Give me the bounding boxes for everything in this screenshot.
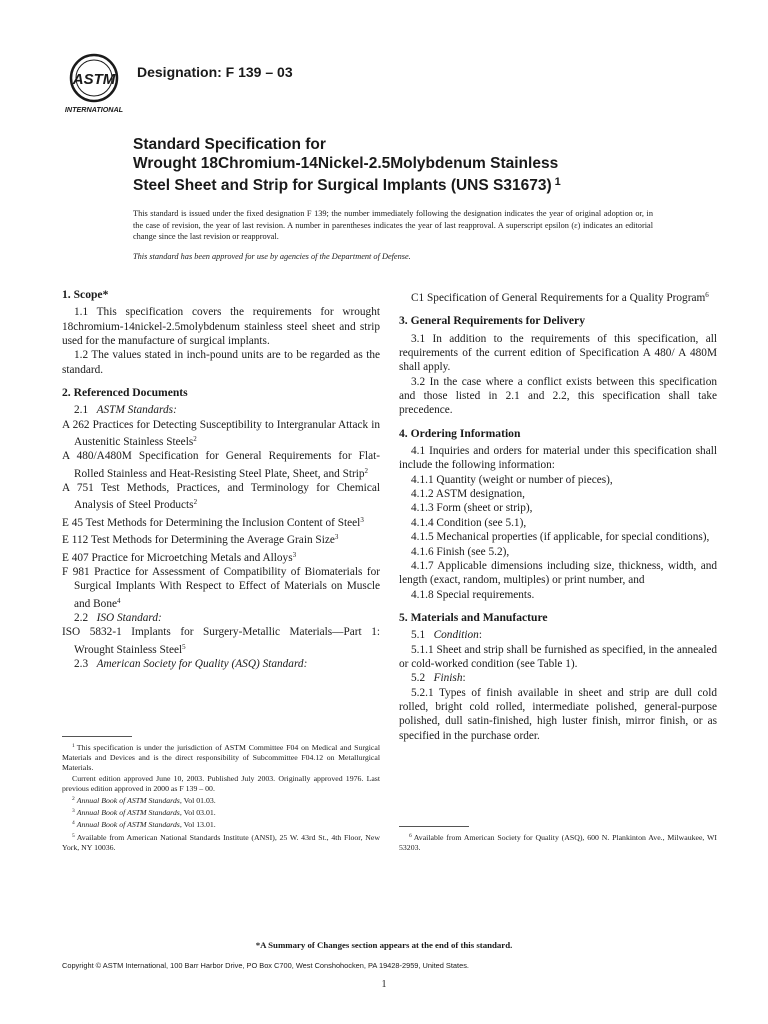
footnote-5-num: 5 [72, 832, 75, 839]
subsection-5-1-label: Condition [433, 629, 479, 642]
footnote-3-text: Annual Book of ASTM Standards [76, 808, 180, 818]
footnotes-right [399, 831, 717, 853]
paragraph-4-1-4: 4.1.4 Condition (see 5.1), [411, 516, 527, 529]
paragraph-4-1-6: 4.1.6 Finish (see 5.2), [411, 545, 510, 558]
ref-iso-text: ISO 5832-1 Implants for Surgery-Metallic Materials—Part 1: Wrought Stainless Steel [62, 626, 380, 656]
footnote-divider-right [399, 826, 469, 827]
ref-a480-text: A 480/A480M Specification for General Requirements for Flat-Rolled Stainless and Heat-Resisting Steel Plate, Sheet, and Strip [62, 450, 380, 480]
section-heading-ordering-information: 4. Ordering Information [399, 426, 521, 440]
ref-c1-text: C1 Specification of General Requirements for a Quality Program [411, 292, 706, 304]
footnote-4-vol: , Vol 13.01. [179, 820, 216, 830]
paragraph-3-1: 3.1 In addition to the requirements of this specification, all requirements of the current edition of Specification A 480/ A 480M shall apply. [399, 332, 717, 374]
paragraph-4-1-1: 4.1.1 Quantity (weight or number of pieces), [411, 473, 613, 486]
paragraph-1-1: 1.1 This specification covers the requirements for wrought 18chromium-14nickel-2.5molybdenum stainless steel sheet and strip used for the manufacture of surgical implants. [62, 306, 380, 348]
footnotes-left [62, 741, 380, 853]
subsection-2-2-num: 2.2 [74, 611, 89, 624]
footnote-2-num: 2 [72, 796, 75, 803]
footnote-3-num: 3 [72, 808, 75, 815]
ref-e112 [62, 530, 380, 547]
ref-e112-fn: 3 [334, 533, 339, 542]
subsection-2-3-label: American Society for Quality (ASQ) Standard: [96, 657, 308, 670]
paragraph-3-2: 3.2 In the case where a conflict exists between this specification and those listed in 2.1 and 2.2, this specification shall take precedence. [399, 375, 717, 417]
title-line-1: Standard Specification for [133, 136, 326, 153]
logo-text: ASTM [72, 71, 116, 88]
footnote-divider-left [62, 736, 132, 737]
footnote-4 [62, 818, 380, 830]
ref-e45-text: E 45 Test Methods for Determining the Inclusion Content of Steel [62, 516, 361, 529]
subsection-2-3 [62, 657, 380, 671]
approval-note: This standard has been approved for use by agencies of the Department of Defense. [133, 252, 411, 261]
subsection-2-1-label: ASTM Standards: [96, 404, 177, 417]
ref-e45 [62, 513, 380, 530]
subsection-5-2-label: Finish [433, 672, 463, 685]
subsection-5-2-num: 5.2 [411, 672, 426, 685]
paragraph-4-1-3: 4.1.3 Form (sheet or strip), [411, 502, 533, 515]
ref-e407-text: E 407 Practice for Microetching Metals and Alloys [62, 551, 293, 564]
ref-iso-5832-1 [62, 625, 380, 657]
logo-subtext: INTERNATIONAL [64, 105, 124, 114]
title-footnote-ref: 1 [554, 176, 561, 188]
section-heading-scope: 1. Scope* [62, 288, 109, 301]
footnote-1-current-edition: Current edition approved June 10, 2003. Published July 2003. Originally approved 1976. Last previous edition approved in 2000 as F 139 – 00. [62, 773, 380, 793]
paragraph-4-1-2: 4.1.2 ASTM designation, [411, 488, 525, 501]
ref-a262 [62, 418, 380, 450]
ref-f981 [62, 565, 380, 611]
paragraph-4-1-8: 4.1.8 Special requirements. [411, 588, 535, 601]
left-column [62, 288, 380, 671]
document-title [133, 135, 693, 195]
subsection-2-3-num: 2.3 [74, 657, 89, 670]
paragraph-4-1: 4.1 Inquiries and orders for material under this specification shall include the following information: [399, 445, 717, 472]
footnote-2-text: Annual Book of ASTM Standards [76, 796, 180, 806]
paragraph-5-1-1: 5.1.1 Sheet and strip shall be furnished as specified, in the annealed or cold-worked condition (see Table 1). [399, 643, 717, 670]
section-heading-general-requirements: 3. General Requirements for Delivery [399, 314, 585, 328]
paragraph-4-1-5: 4.1.5 Mechanical properties (if applicable, for special conditions), [411, 531, 710, 544]
paragraph-4-1-7: 4.1.7 Applicable dimensions including size, thickness, width, and length (exact, random, multiples) or print number, and [399, 559, 717, 587]
ref-a751-fn: 2 [193, 498, 198, 507]
summary-of-changes-note: *A Summary of Changes section appears at the end of this standard. [255, 940, 513, 950]
footnote-6 [399, 831, 717, 853]
preamble: This standard is issued under the fixed designation F 139; the number immediately following the designation indicates the year of original adoption or, in the case of revision, the year of last revision. A number in parentheses indicates the year of last reapproval. A superscript epsilon (ε) indicates an editorial change since the last revision or reapproval. [133, 209, 653, 242]
subsection-5-2: 5.2 Finish: [411, 672, 466, 685]
ref-a480 [62, 449, 380, 481]
ref-a262-fn: 2 [193, 435, 197, 444]
footnote-2 [62, 794, 380, 806]
footnote-1-text: This specification is under the jurisdiction of ASTM Committee F04 on Medical and Surgical Materials and Devices and is the direct responsibility of Subcommittee F04.12 on Metallurgical Materials. [62, 743, 380, 773]
ref-e45-fn: 3 [360, 515, 364, 524]
subsection-5-1: 5.1 Condition: [411, 629, 482, 642]
title-line-3-text: Steel Sheet and Strip for Surgical Implants (UNS S31673) [133, 177, 552, 194]
footnote-5 [62, 831, 380, 853]
ref-c1-fn: 6 [705, 291, 709, 299]
subsection-2-2 [62, 611, 380, 625]
subsection-2-2-label: ISO Standard: [96, 611, 162, 624]
footnote-6-num: 6 [409, 833, 412, 839]
astm-logo [60, 52, 128, 116]
ref-e407 [62, 548, 380, 565]
footnote-1 [62, 741, 380, 774]
ref-a751 [62, 481, 380, 513]
section-heading-referenced-documents: 2. Referenced Documents [62, 386, 188, 400]
page-number: 1 [381, 979, 387, 990]
copyright-notice: Copyright © ASTM International, 100 Barr Harbor Drive, PO Box C700, West Conshohocken, PA 19428-2959, United States. [62, 961, 469, 970]
ref-f981-fn: 4 [116, 596, 121, 605]
footnote-3-vol: , Vol 03.01. [179, 808, 216, 818]
ref-e407-fn: 3 [292, 550, 297, 559]
paragraph-1-2: 1.2 The values stated in inch-pound units are to be regarded as the standard. [62, 349, 380, 376]
title-line-2: Wrought 18Chromium-14Nickel-2.5Molybdenum Stainless [133, 155, 559, 172]
ref-a751-text: A 751 Test Methods, Practices, and Terminology for Chemical Analysis of Steel Products [62, 482, 380, 512]
footnote-3 [62, 806, 380, 818]
subsection-2-1 [62, 403, 380, 417]
subsection-2-1-num: 2.1 [74, 404, 89, 417]
ref-a262-text: A 262 Practices for Detecting Susceptibility to Intergranular Attack in Austenitic Stainless Steels [62, 418, 380, 449]
footnote-5-text: Available from American National Standards Institute (ANSI), 25 W. 43rd St., 4th Floor, New York, NY 10036. [62, 832, 380, 852]
ref-e112-text: E 112 Test Methods for Determining the Average Grain Size [62, 534, 335, 547]
title-line-3 [133, 173, 693, 195]
footnote-1-num: 1 [72, 743, 75, 749]
section-heading-materials-and-manufacture: 5. Materials and Manufacture [399, 610, 548, 624]
footnote-4-num: 4 [72, 820, 75, 827]
footnote-6-text: Available from American Society for Quality (ASQ), 600 N. Plankinton Ave., Milwaukee, WI 53203. [399, 833, 717, 853]
ref-c1 [399, 288, 717, 305]
footnote-4-text: Annual Book of ASTM Standards [76, 820, 180, 830]
footnote-2-vol: , Vol 01.03. [179, 796, 216, 806]
ref-f981-text: F 981 Practice for Assessment of Compatibility of Biomaterials for Surgical Implants With Respect to Effect of Materials on Muscle and Bone [62, 565, 380, 610]
designation: Designation: F 139 – 03 [137, 64, 293, 80]
ref-iso-fn: 5 [182, 642, 186, 651]
paragraph-5-2-1: 5.2.1 Types of finish available in sheet and strip are dull cold rolled, bright cold rolled, intermediate polished, general-purpose polished, dull satin-finished, high luster finish, mirror finish, or as specified in the purchase order. [399, 686, 717, 742]
right-column [399, 288, 717, 743]
subsection-5-1-num: 5.1 [411, 629, 426, 642]
ref-a480-fn: 2 [364, 466, 369, 475]
astm-logo-icon [60, 52, 128, 116]
